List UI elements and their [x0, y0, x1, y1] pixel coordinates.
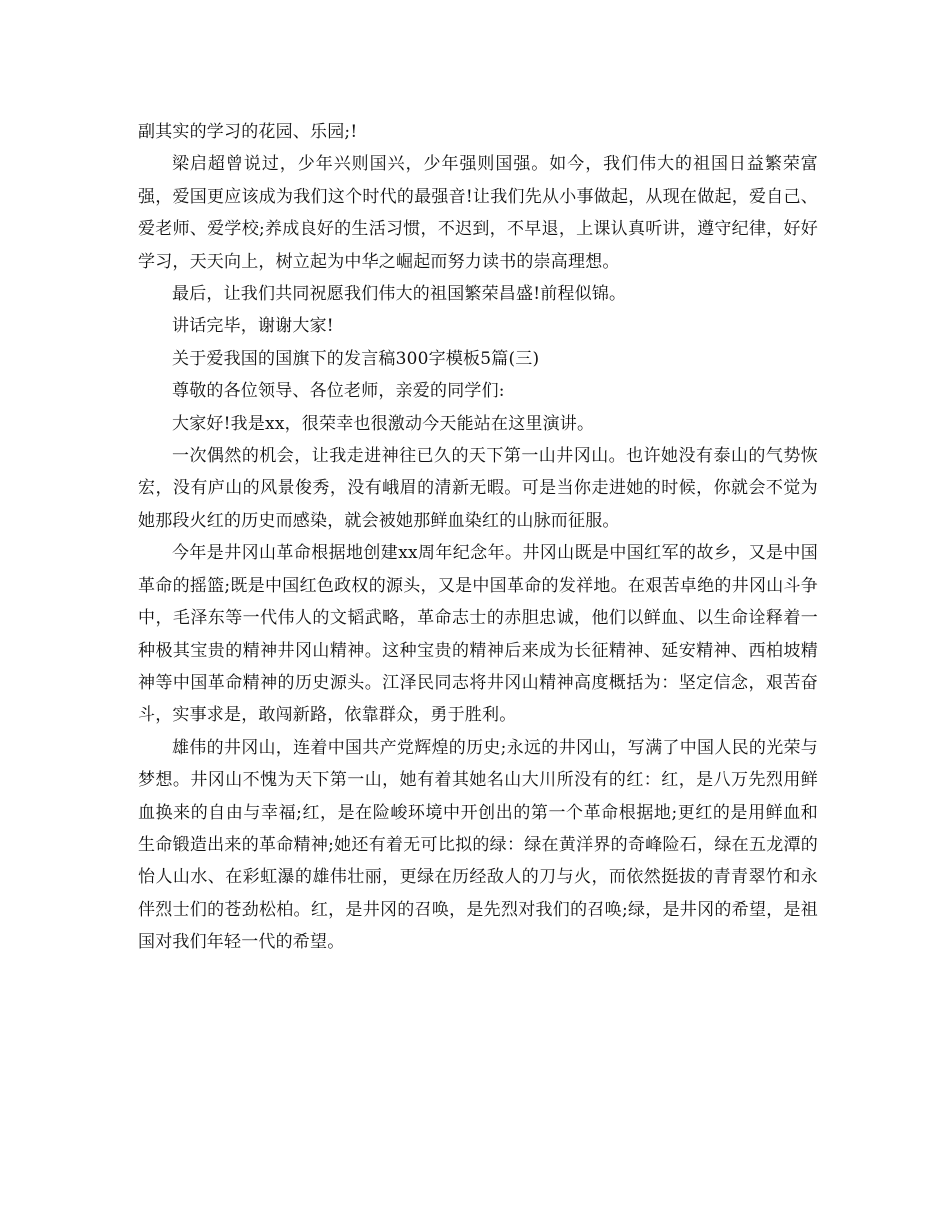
paragraph-red-and-green: 雄伟的井冈山，连着中国共产党辉煌的历史;永远的井冈山，写满了中国人民的光荣与梦想。井冈山不愧为天下第一山，她有着其她名山大川所没有的红：红，是八万先烈用鲜血换来的自由与幸福;红，是在险峻环境中开创出的第一个革命根据地;更红的是用鲜血和生命锻造出来的革命精神;她还有着无可比拟的绿：绿在黄洋界的奇峰险石，绿在五龙潭的怡人山水、在彩虹瀑的雄伟壮丽，更绿在历经敌人的刀与火，而依然挺拔的青青翠竹和永伴烈士们的苍劲松柏。红，是井冈的召唤，是先烈对我们的召唤;绿，是井冈的希望，是祖国对我们年轻一代的希望。	[138, 737, 818, 953]
paragraph-jinggangshan-history: 今年是井冈山革命根据地创建xx周年纪念年。井冈山既是中国红军的故乡，又是中国革命的摇篮;既是中国红色政权的源头，又是中国革命的发祥地。在艰苦卓绝的井冈山斗争中，毛泽东等一代伟人的文韬武略，革命志士的赤胆忠诚，他们以鲜血、以生命诠释着一种极其宝贵的精神井冈山精神。这种宝贵的精神后来成为长征精神、延安精神、西柏坡精神等中国革命精神的历史源头。江泽民同志将井冈山精神高度概括为：坚定信念，艰苦奋斗，实事求是，敢闯新路，依靠群众，勇于胜利。	[138, 543, 818, 726]
paragraph-liang-qichao: 梁启超曾说过，少年兴则国兴，少年强则国强。如今，我们伟大的祖国日益繁荣富强，爱国更应该成为我们这个时代的最强音!让我们先从小事做起，从现在做起，爱自己、爱老师、爱学校;养成良好的生活习惯，不迟到，不早退，上课认真听讲，遵守纪律，好好学习，天天向上，树立起为中华之崛起而努力读书的崇高理想。	[138, 154, 818, 272]
paragraph-continuation: 副其实的学习的花园、乐园;!	[138, 122, 358, 142]
paragraph-jinggangshan-visit: 一次偶然的机会，让我走进神往已久的天下第一山井冈山。也许她没有泰山的气势恢宏，没有庐山的风景俊秀，没有峨眉的清新无暇。可是当你走进她的时候，你就会不觉为她那段火红的历史而感染，就会被她那鲜血染红的山脉而征服。	[138, 446, 818, 531]
document-body	[138, 116, 818, 959]
paragraph-closing-wish: 最后，让我们共同祝愿我们伟大的祖国繁荣昌盛!前程似锦。	[172, 284, 627, 305]
section-heading: 关于爱我国的国旗下的发言稿300字模板5篇(三)	[172, 348, 540, 369]
paragraph-speech-end: 讲话完毕，谢谢大家!	[172, 316, 334, 337]
paragraph-salutation: 尊敬的各位领导、各位老师，亲爱的同学们:	[172, 381, 505, 402]
paragraph-greeting: 大家好!我是xx，很荣幸也很激动今天能站在这里演讲。	[172, 413, 595, 434]
